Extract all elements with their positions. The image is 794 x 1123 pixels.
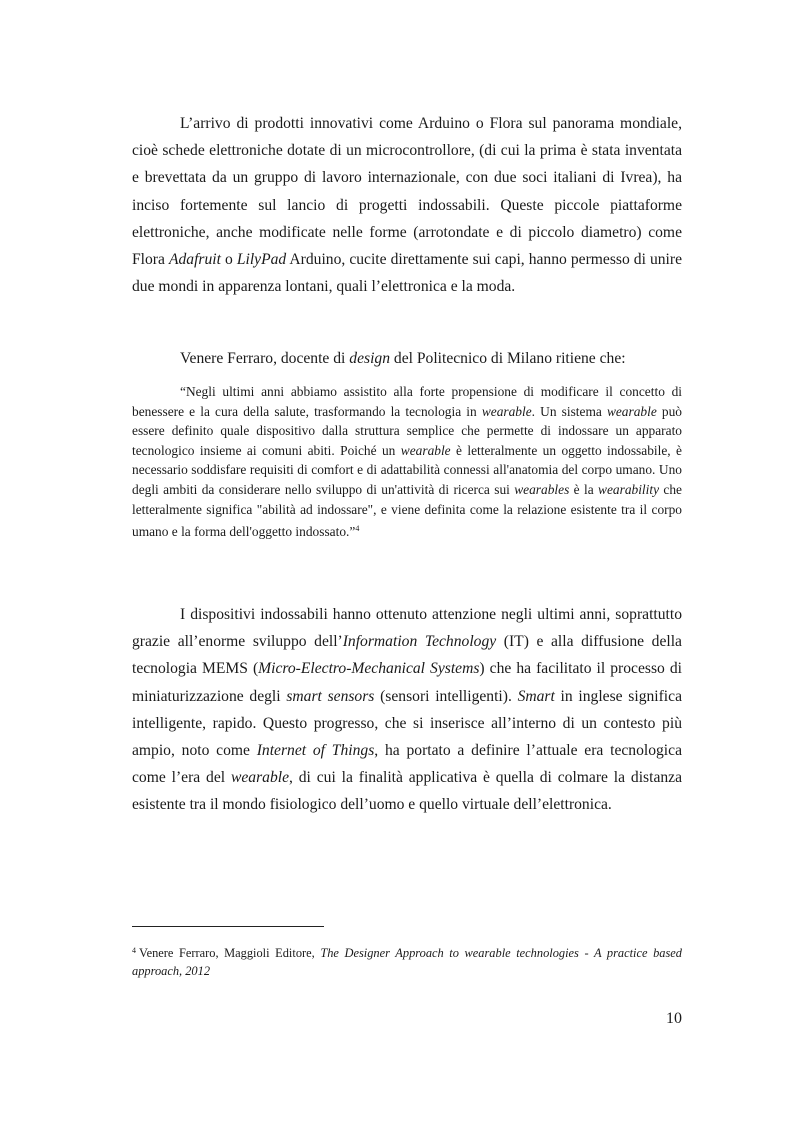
block-quote: “Negli ultimi anni abbiamo assistito alla forte propensione di modificare il concetto di benessere e la cura della salute, trasformando la tecnologia in wearable. Un sistema wearable può essere definito quale dispositivo dalla struttura semplice che permette di indossare un apparato tecnologico insieme ai comuni abiti. Poiché un wearable è letteralmente un oggetto indossabile, è necessario soddisfare requisiti di comfort e di adattabilità connessi all'anatomia del corpo umano. Uno degli ambiti da considerare nello sviluppo di un'attività di ricerca sui wearables è la wearability che letteralmente significa "abilità ad indossare", e viene definita come la relazione esistente tra il corpo umano e la forma dell'oggetto indossato.”$^4$ [132, 384, 682, 540]
footnote-divider [132, 926, 324, 927]
footnote-number: 4 [132, 946, 136, 955]
paragraph-venere-ferraro-intro: Venere Ferraro, docente di design del Politecnico di Milano ritiene che: [180, 350, 626, 367]
page-number: 10 [666, 1010, 682, 1027]
paragraph-dispositivi-indossabili: I dispositivi indossabili hanno ottenuto attenzione negli ultimi anni, soprattutto grazie all’enorme sviluppo dell’Information Technology (IT) e alla diffusione della tecnologia MEMS (Micro-Electro-Mechanical Systems) che ha facilitato il processo di miniaturizzazione degli smart sensors (sensori intelligenti). Smart in inglese significa intelligente, rapido. Questo progresso, che si inserisce all’interno di un contesto più ampio, noto come Internet of Things, ha portato a definire l’attuale era tecnologica come l’era del wearable, di cui la finalità applicativa è quella di colmare la distanza esistente tra il mondo fisiologico dell’uomo e quello virtuale dell’elettronica. [132, 606, 683, 814]
paragraph-arduino-flora: L’arrivo di prodotti innovativi come Arduino o Flora sul panorama mondiale, cioè schede elettroniche dotate di un microcontrollore, (di cui la prima è stata inventata e brevettata da un gruppo di lavoro internazionale, con due soci italiani di Ivrea), ha inciso fortemente sul lancio di progetti indossabili. Queste piccole piattaforme elettroniche, anche modificate nelle forme (arrotondate e di piccolo diametro) come Flora Adafruit o LilyPad Arduino, cucite direttamente sui capi, hanno permesso di unire due mondi in apparenza lontani, quali l’elettronica e la moda. [132, 115, 683, 296]
footnote: $^4$ Venere Ferraro, Maggioli Editore, The Designer Approach to wearable technologies - A practice based approach, 2012 [132, 946, 682, 978]
footnote-reference: 4 [355, 524, 360, 534]
